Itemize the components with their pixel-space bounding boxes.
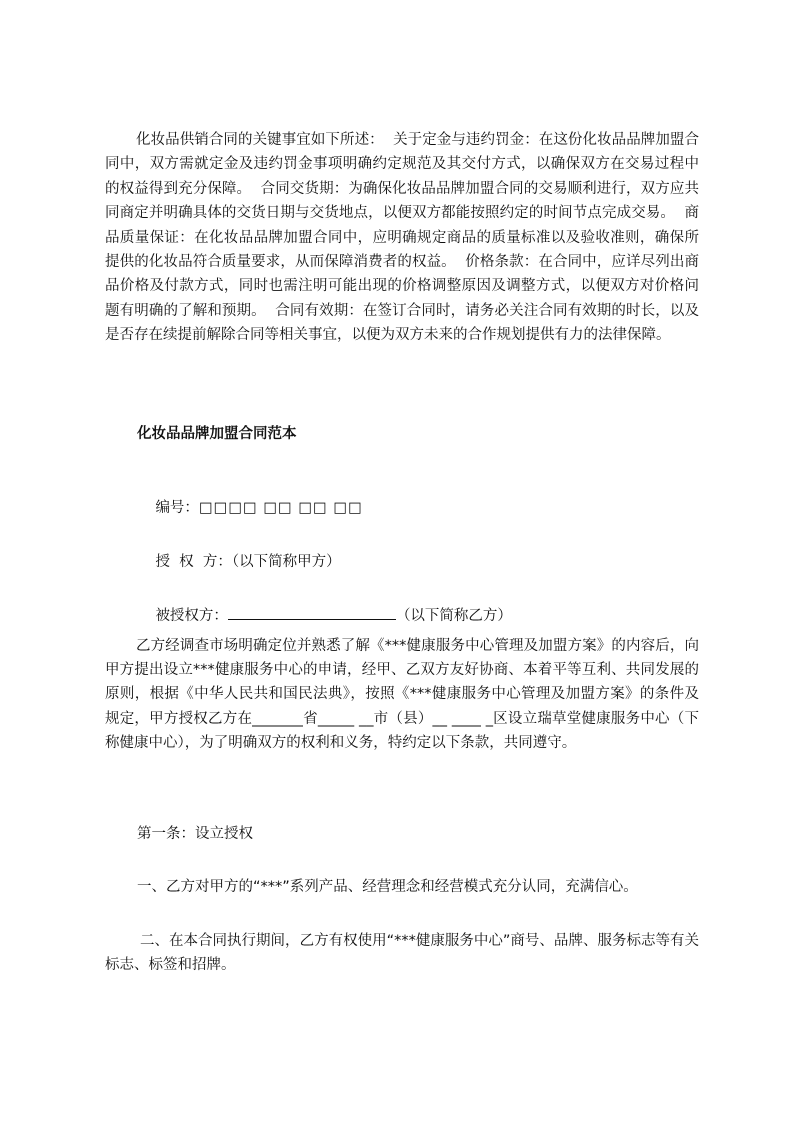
party-b-label: 被授权方： [155,608,228,624]
preamble-paragraph: 乙方经调查市场明确定位并熟悉了解《***健康服务中心管理及加盟方案》的内容后，向甲方提出设立***健康服务中心的申请，经甲、乙双方友好协商、本着平等互利、共同发展的原则，根据《中华人民共和国民法典》，按照《***健康服务中心管理及加盟方案》的条件及规定，甲方授权乙方在_______省_____ __市（县）__ ____ _区设立瑞草堂健康服务中心（下称健康中心），为了明确双方的权利和义务，特约定以下条款，共同遵守。 [105,638,699,751]
intro-paragraph: 化妆品供销合同的关键事宜如下所述： 关于定金与违约罚金：在这份化妆品品牌加盟合同中，双方需就定金及违约罚金事项明确约定规范及其交付方式，以确保双方在交易过程中的权益得到充分保障。 合同交货期：为确保化妆品品牌加盟合同的交易顺利进行，双方应共同商定并明确具体的交货日期与交货地点，以便双方都能按照约定的时间节点完成交易。 商品质量保证：在化妆品品牌加盟合同中，应明确规定商品的质量标准以及验收准则，确保所提供的化妆品符合质量要求，从而保障消费者的权益。 价格条款：在合同中，应详尽列出商品价格及付款方式，同时也需注明可能出现的价格调整原因及调整方式，以便双方对价格问题有明确的了解和预期。 合同有效期：在签订合同时，请务必关注合同有效期的时长，以及是否存在续提前解除合同等相关事宜，以便为双方未来的合作规划提供有力的法律保障。 [105,132,699,344]
party-a-suffix: （以下简称甲方） [231,554,341,570]
clause-1: 一、乙方对甲方的“***”系列产品、经营理念和经营模式充分认同，充满信心。 [137,879,638,895]
party-b-suffix: （以下简称乙方） [395,608,512,624]
contract-number-label: 编号： [155,500,199,516]
party-a-line [105,532,731,592]
contract-number-value: □□□□ □□ □□ □□ [198,500,363,516]
article-1-title: 第一条：设立授权 [137,826,253,842]
clause-2: 二、在本合同执行期间，乙方有权使用“***健康服务中心”商号、品牌、服务标志等有关标志、标签和招牌。 [105,933,699,974]
contract-title: 化妆品品牌加盟合同范本 [137,426,297,442]
party-a-label: 授 权 方： [155,554,232,570]
party-b-blank [228,605,396,620]
contract-number-line [105,478,731,538]
